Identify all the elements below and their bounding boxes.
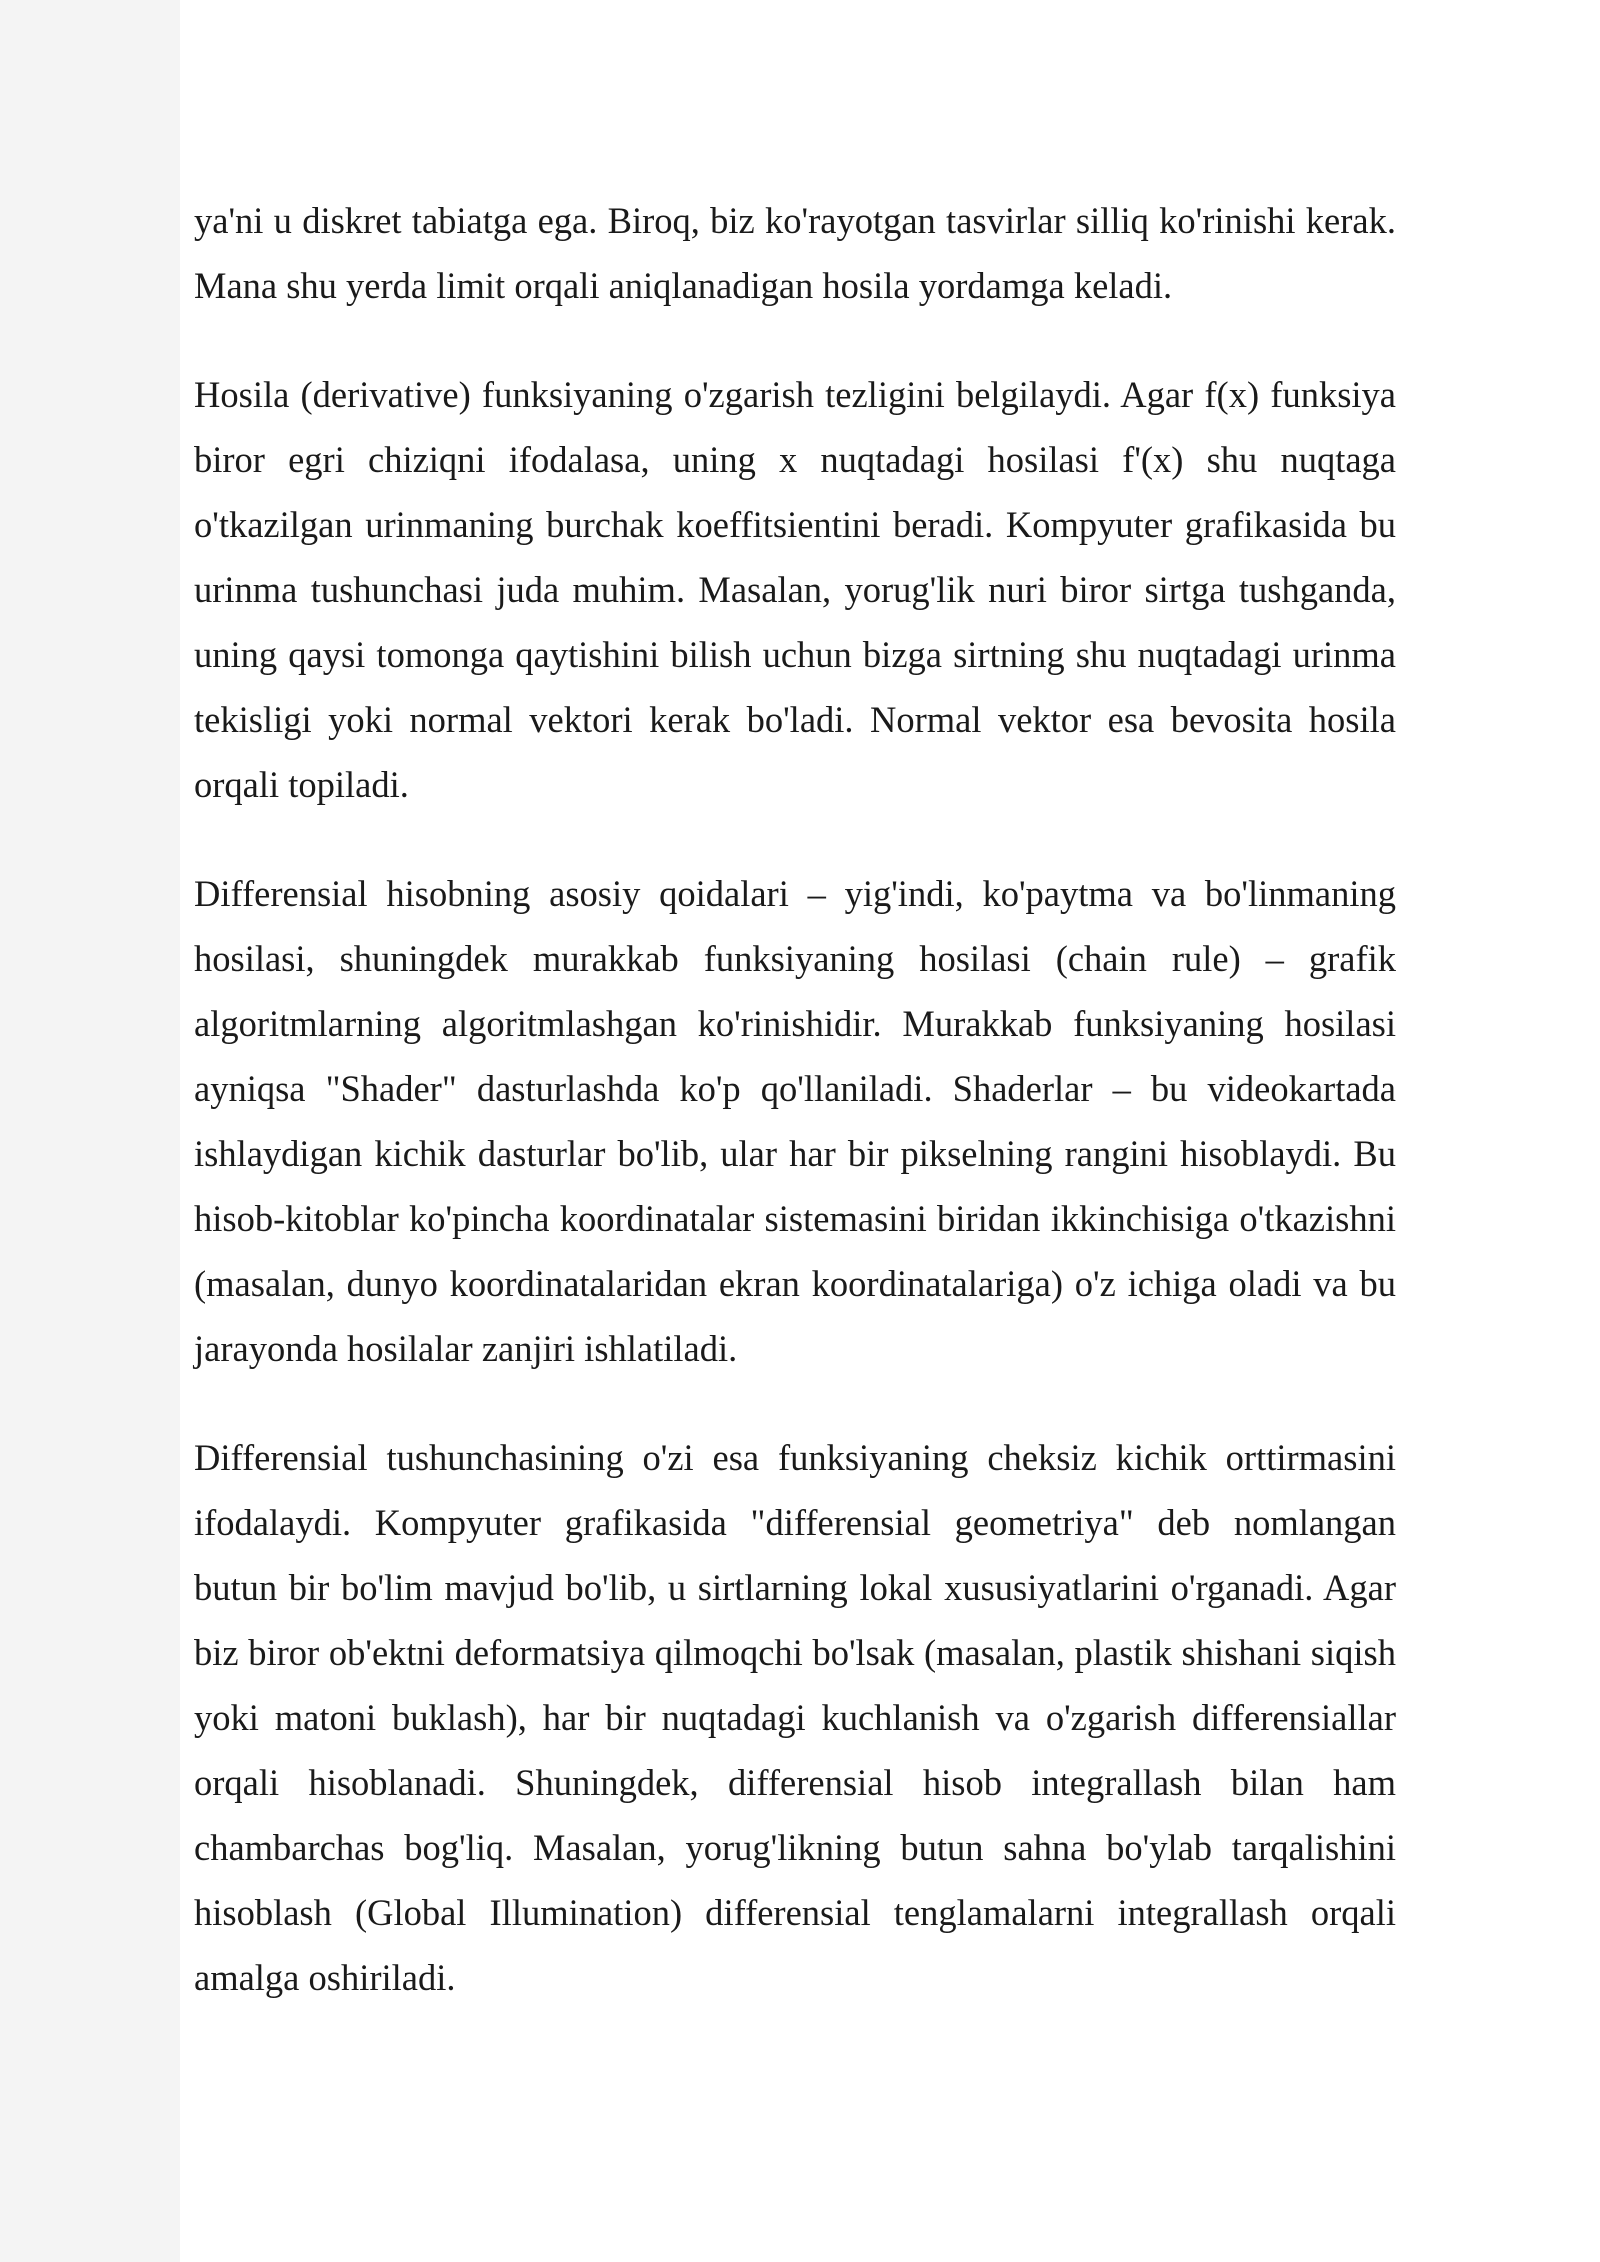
document-page bbox=[180, 0, 1600, 2262]
paragraph-4: Differensial tushunchasining o'zi esa funksiyaning cheksiz kichik orttirmasini ifodalaydi. Kompyuter grafikasida "differensial geometriya" deb nomlangan butun bir bo'lim mavjud bo'lib, u sirtlarning lokal xususiyatlarini o'rganadi. Agar biz biror ob'ektni deformatsiya qilmoqchi bo'lsak (masalan, plastik shishani siqish yoki matoni buklash), har bir nuqtadagi kuchlanish va o'zgarish differensiallar orqali hisoblanadi. Shuningdek, differensial hisob integrallash bilan ham chambarchas bog'liq. Masalan, yorug'likning butun sahna bo'ylab tarqalishini hisoblash (Global Illumination) differensial tenglamalarni integrallash orqali amalga oshiriladi. bbox=[194, 1437, 1396, 1998]
paragraph-2: Hosila (derivative) funksiyaning o'zgarish tezligini belgilaydi. Agar f(x) funksiya biror egri chiziqni ifodalasa, uning x nuqtadagi hosilasi f'(x) shu nuqtaga o'tkazilgan urinmaning burchak koeffitsientini beradi. Kompyuter grafikasida bu urinma tushunchasi juda muhim. Masalan, yorug'lik nuri biror sirtga tushganda, uning qaysi tomonga qaytishini bilish uchun bizga sirtning shu nuqtadagi urinma tekisligi yoki normal vektori kerak bo'ladi. Normal vektor esa bevosita hosila orqali topiladi. bbox=[194, 374, 1396, 805]
paragraph-3: Differensial hisobning asosiy qoidalari – yig'indi, ko'paytma va bo'linmaning hosilasi, shuningdek murakkab funksiyaning hosilasi (chain rule) – grafik algoritmlarning algoritmlashgan ko'rinishidir. Murakkab funksiyaning hosilasi ayniqsa "Shader" dasturlashda ko'p qo'llaniladi. Shaderlar – bu videokartada ishlaydigan kichik dasturlar bo'lib, ular har bir pikselning rangini hisoblaydi. Bu hisob-kitoblar ko'pincha koordinatalar sistemasini biridan ikkinchisiga o'tkazishni (masalan, dunyo koordinatalaridan ekran koordinatalariga) o'z ichiga oladi va bu jarayonda hosilalar zanjiri ishlatiladi. bbox=[194, 873, 1396, 1369]
paragraph-1: ya'ni u diskret tabiatga ega. Biroq, biz ko'rayotgan tasvirlar silliq ko'rinishi kerak. Mana shu yerda limit orqali aniqlanadigan hosila yordamga keladi. bbox=[194, 200, 1396, 306]
